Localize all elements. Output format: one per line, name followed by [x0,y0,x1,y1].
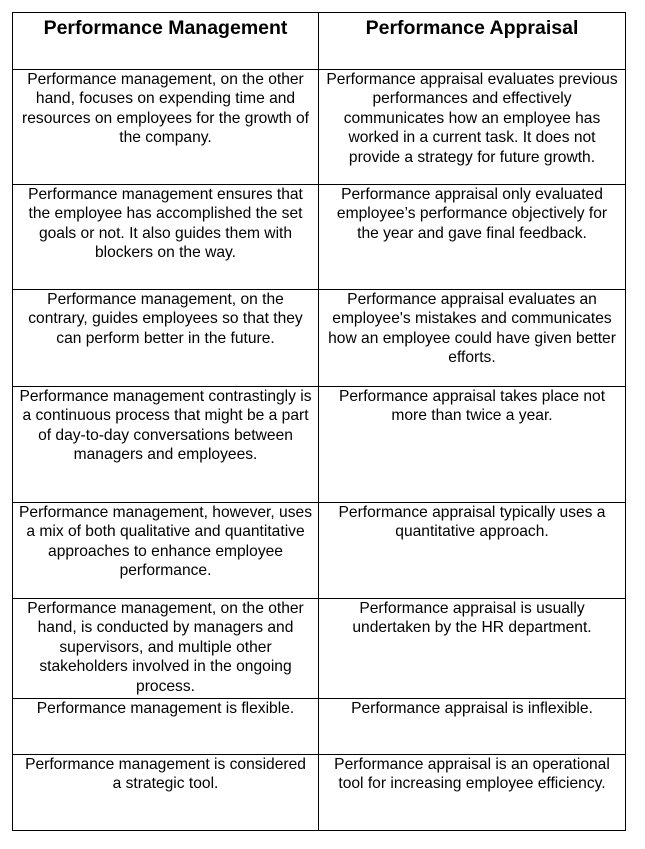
table-row [13,70,626,185]
management-cell: Performance management ensures that the employee has accomplished the set goals or not. It also guides them with blockers on the way. [13,185,319,290]
header-performance-appraisal: Performance Appraisal [319,13,626,70]
appraisal-cell: Performance appraisal takes place not more than twice a year. [319,387,626,503]
management-cell: Performance management, on the other hand, is conducted by managers and supervisors, and multiple other stakeholders involved in the ongoing process. [13,599,319,699]
table-row [13,699,626,755]
appraisal-cell: Performance appraisal only evaluated employee’s performance objectively for the year and gave final feedback. [319,185,626,290]
header-performance-management: Performance Management [13,13,319,70]
management-cell: Performance management is flexible. [13,699,319,755]
appraisal-cell: Performance appraisal is inflexible. [319,699,626,755]
header-row [13,13,626,70]
comparison-table [12,12,626,831]
management-cell: Performance management, on the other hand, focuses on expending time and resources on employees for the growth of the company. [13,70,319,185]
appraisal-cell: Performance appraisal is an operational tool for increasing employee efficiency. [319,755,626,831]
management-cell: Performance management is considered a strategic tool. [13,755,319,831]
appraisal-cell: Performance appraisal typically uses a quantitative approach. [319,503,626,599]
table-row [13,185,626,290]
management-cell: Performance management, on the contrary, guides employees so that they can perform better in the future. [13,290,319,387]
management-cell: Performance management contrastingly is a continuous process that might be a part of day-to-day conversations between managers and employees. [13,387,319,503]
table-row [13,387,626,503]
appraisal-cell: Performance appraisal evaluates previous performances and effectively communicates how an employee has worked in a current task. It does not provide a strategy for future growth. [319,70,626,185]
appraisal-cell: Performance appraisal evaluates an employee's mistakes and communicates how an employee could have given better efforts. [319,290,626,387]
table-row [13,599,626,699]
table-row [13,755,626,831]
table-row [13,503,626,599]
appraisal-cell: Performance appraisal is usually undertaken by the HR department. [319,599,626,699]
management-cell: Performance management, however, uses a mix of both qualitative and quantitative approaches to enhance employee performance. [13,503,319,599]
table-row [13,290,626,387]
